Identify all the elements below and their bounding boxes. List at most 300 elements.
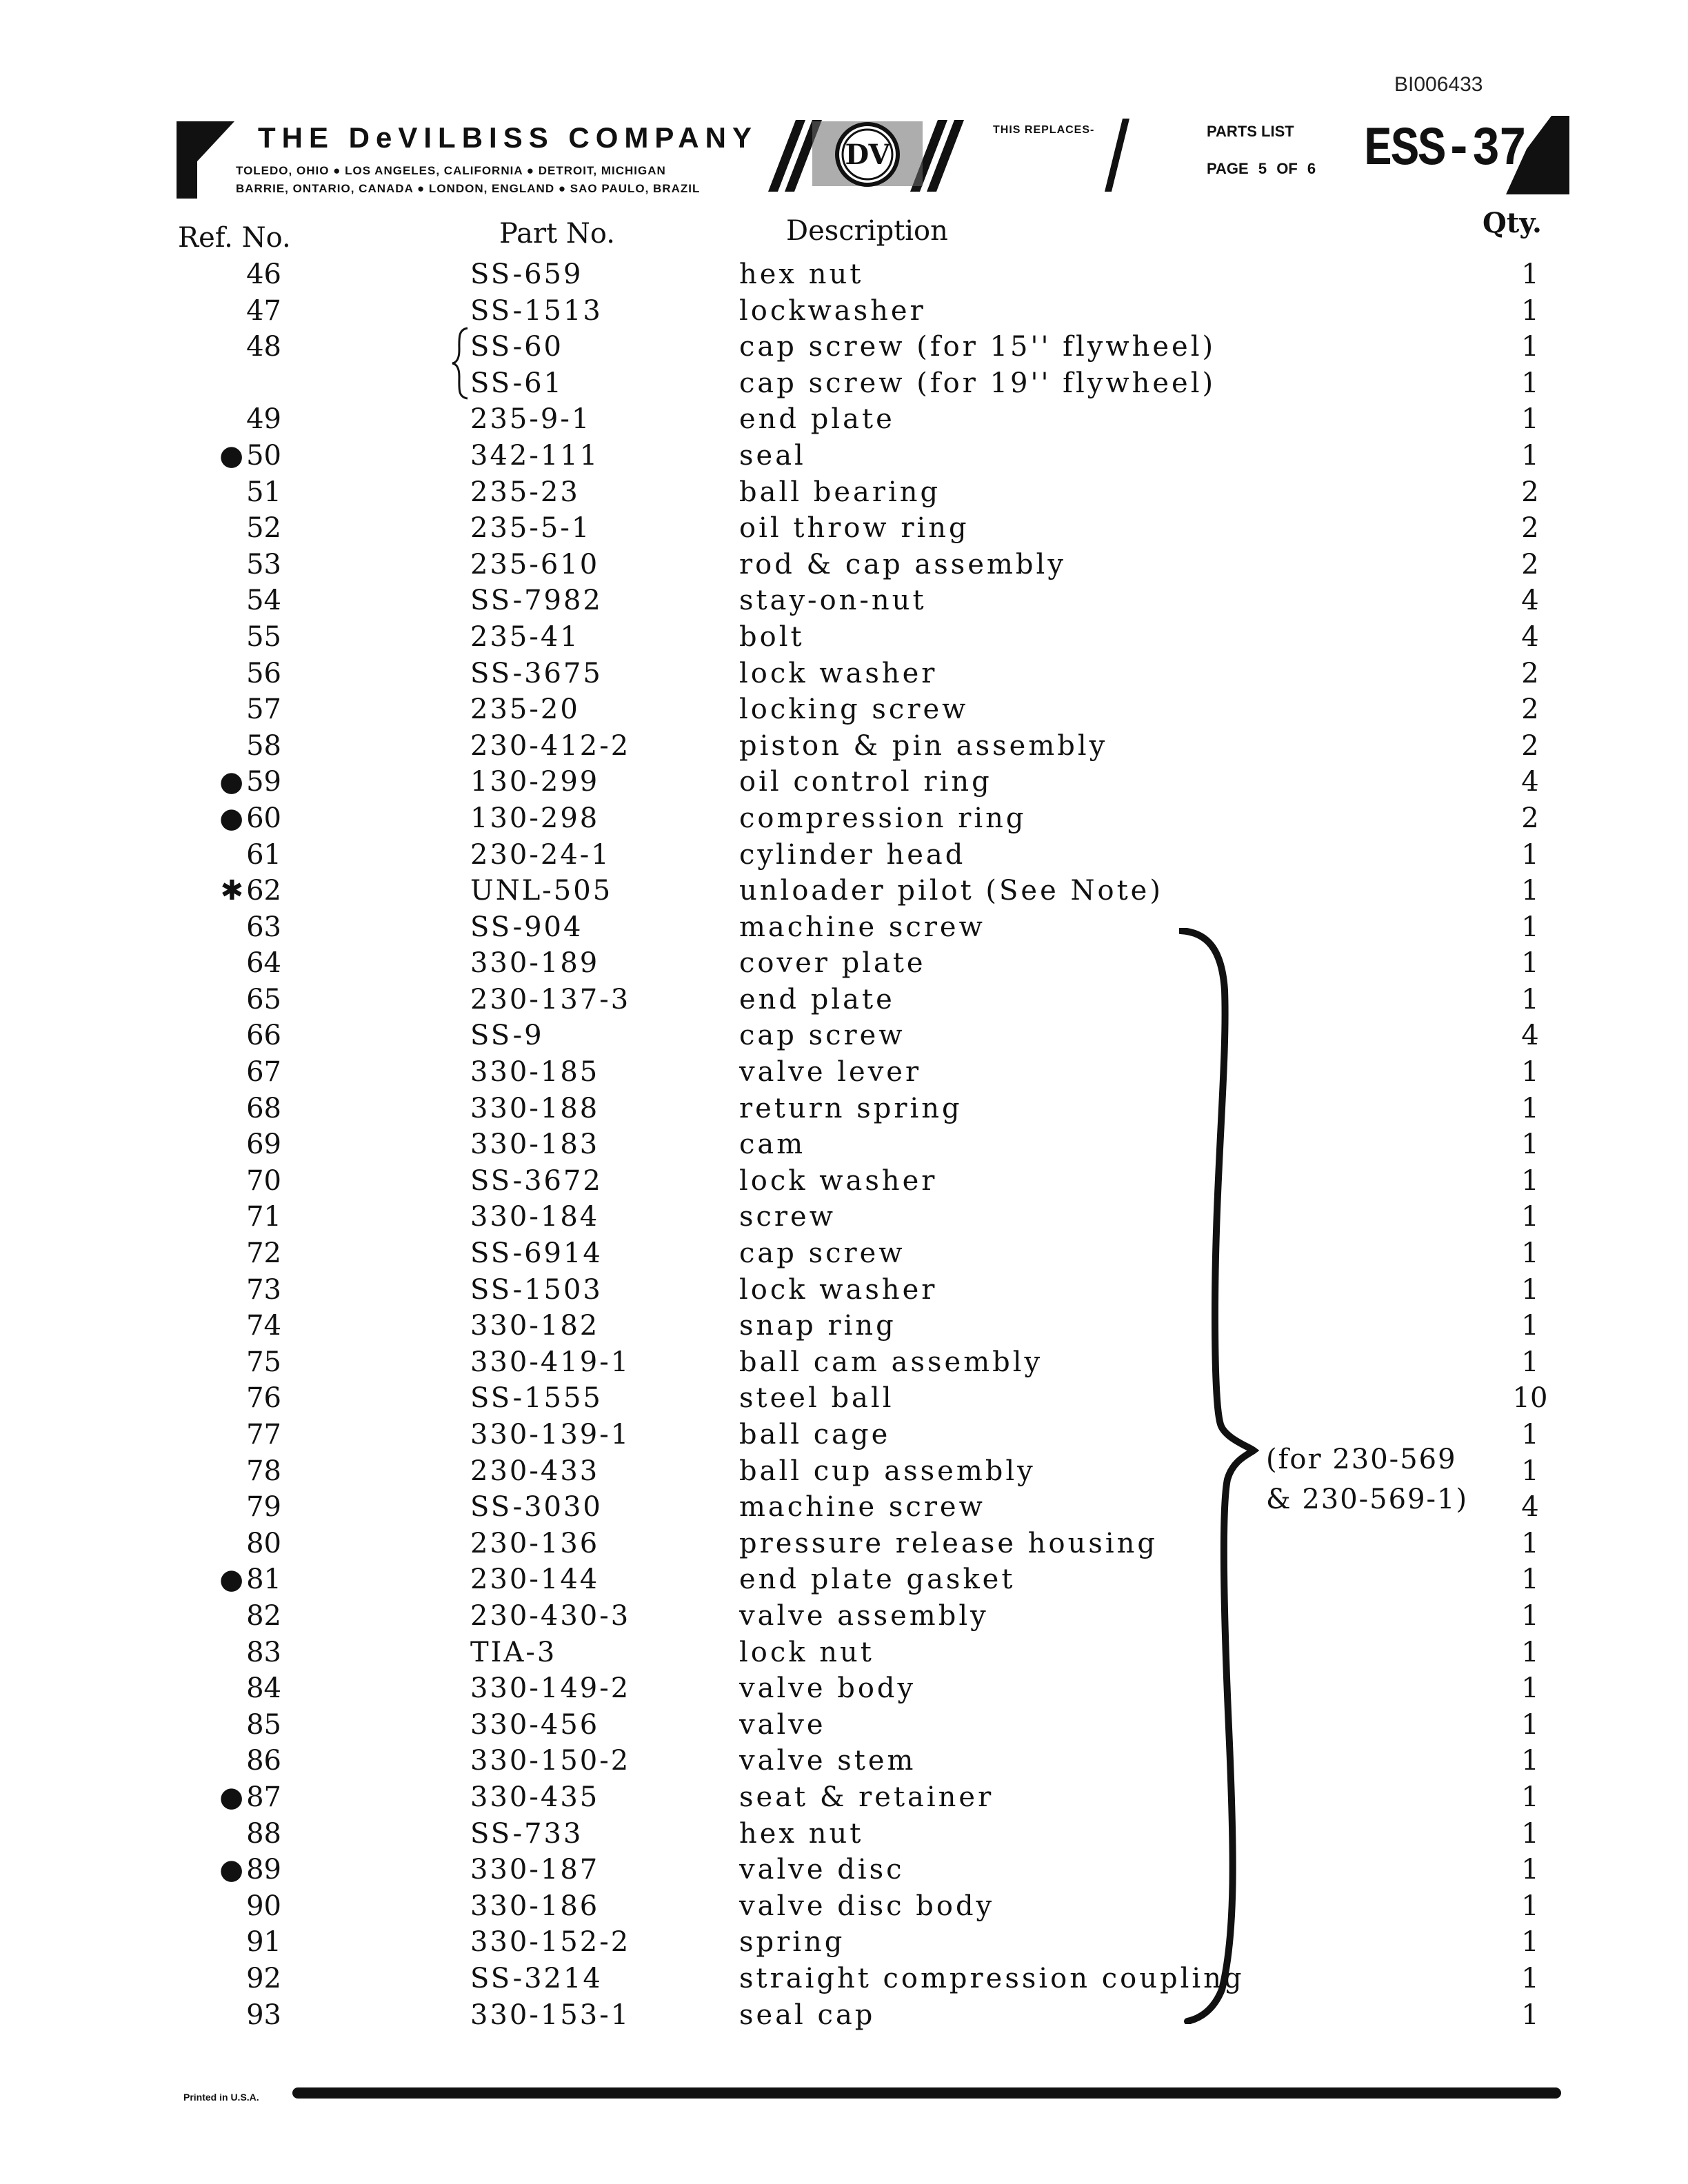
quantity: 4 bbox=[1521, 1020, 1539, 1052]
quantity: 1 bbox=[1521, 1056, 1539, 1089]
table-row bbox=[0, 802, 1688, 839]
ref-number bbox=[194, 1201, 281, 1233]
table-row bbox=[0, 1346, 1688, 1383]
quantity: 4 bbox=[1521, 1491, 1539, 1524]
part-number: UNL-505 bbox=[470, 875, 613, 907]
description: oil throw ring bbox=[739, 512, 969, 545]
description: end plate gasket bbox=[739, 1564, 1016, 1596]
quantity: 1 bbox=[1521, 1999, 1539, 2031]
ref-number bbox=[194, 259, 281, 290]
table-row bbox=[0, 1637, 1688, 1673]
ref-number bbox=[194, 1020, 281, 1051]
ref-number bbox=[194, 1781, 281, 1813]
ref-value: 93 bbox=[246, 1999, 281, 2031]
ref-value: 76 bbox=[246, 1382, 281, 1415]
page-indicator bbox=[1207, 160, 1321, 178]
table-row bbox=[0, 1818, 1688, 1854]
part-number: 330-185 bbox=[470, 1056, 600, 1089]
ref-value: 68 bbox=[246, 1092, 281, 1124]
part-number: SS-1555 bbox=[470, 1382, 603, 1415]
quantity: 2 bbox=[1521, 729, 1539, 762]
quantity: 1 bbox=[1521, 1672, 1539, 1705]
description: snap ring bbox=[739, 1310, 896, 1342]
quantity: 2 bbox=[1521, 548, 1539, 580]
part-number: 130-299 bbox=[470, 766, 600, 798]
ref-value: 72 bbox=[246, 1237, 281, 1270]
table-row bbox=[0, 331, 1688, 367]
ref-number bbox=[194, 621, 281, 653]
ref-value: 62 bbox=[246, 875, 281, 907]
description: return spring bbox=[739, 1092, 963, 1124]
ref-value: 75 bbox=[246, 1346, 281, 1378]
ref-number bbox=[194, 1926, 281, 1958]
table-row bbox=[0, 1056, 1688, 1093]
table-row bbox=[0, 440, 1688, 476]
quantity: 1 bbox=[1521, 1781, 1539, 1813]
ref-value: 48 bbox=[246, 331, 281, 363]
description: end plate bbox=[739, 983, 895, 1015]
table-row bbox=[0, 1310, 1688, 1346]
ref-mark: ● bbox=[219, 1564, 244, 1596]
ref-number bbox=[194, 730, 281, 762]
ref-number bbox=[194, 1745, 281, 1777]
description: ball cup assembly bbox=[739, 1455, 1036, 1487]
table-row bbox=[0, 1745, 1688, 1781]
part-number: SS-904 bbox=[470, 911, 583, 943]
table-row bbox=[0, 403, 1688, 440]
table-row bbox=[0, 1890, 1688, 1927]
devilbiss-emblem-icon bbox=[764, 116, 971, 192]
ref-value: 58 bbox=[246, 729, 281, 762]
part-number: 235-23 bbox=[470, 476, 580, 508]
part-number: 230-144 bbox=[470, 1564, 600, 1596]
quantity: 1 bbox=[1521, 403, 1539, 436]
description: valve disc bbox=[739, 1854, 905, 1886]
ref-number bbox=[194, 1237, 281, 1269]
ref-value: 69 bbox=[246, 1129, 281, 1161]
page-total: 6 bbox=[1307, 160, 1316, 177]
part-number: SS-3675 bbox=[470, 657, 603, 689]
column-header-ref: Ref. No. bbox=[178, 222, 291, 254]
ref-number bbox=[194, 512, 281, 544]
ref-value: 54 bbox=[246, 585, 281, 617]
quantity: 1 bbox=[1521, 1636, 1539, 1668]
part-number: SS-60 bbox=[470, 331, 563, 363]
description: spring bbox=[739, 1926, 845, 1959]
description: cam bbox=[739, 1129, 806, 1161]
description: ball bearing bbox=[739, 476, 941, 508]
table-row bbox=[0, 875, 1688, 911]
quantity: 1 bbox=[1521, 1854, 1539, 1886]
quantity: 2 bbox=[1521, 512, 1539, 545]
part-number: SS-3672 bbox=[470, 1164, 603, 1197]
ref-number bbox=[194, 295, 281, 327]
ref-number bbox=[194, 875, 281, 907]
part-number: 330-152-2 bbox=[470, 1926, 631, 1959]
ref-number bbox=[194, 585, 281, 616]
part-number: SS-3214 bbox=[470, 1962, 603, 1994]
ref-value: 84 bbox=[246, 1672, 281, 1705]
description: seal bbox=[739, 439, 806, 472]
page-label: PAGE bbox=[1207, 160, 1249, 177]
description: seat & retainer bbox=[739, 1781, 994, 1813]
description: machine screw bbox=[739, 911, 985, 943]
table-row bbox=[0, 839, 1688, 876]
ref-value: 71 bbox=[246, 1201, 281, 1233]
quantity: 1 bbox=[1521, 1527, 1539, 1559]
description: lock washer bbox=[739, 1164, 938, 1197]
quantity: 4 bbox=[1521, 620, 1539, 653]
column-header-part: Part No. bbox=[499, 218, 615, 250]
quantity: 1 bbox=[1521, 1129, 1539, 1161]
description: lock nut bbox=[739, 1636, 874, 1668]
page-number: 5 bbox=[1258, 160, 1267, 177]
table-row bbox=[0, 1963, 1688, 1999]
quantity: 1 bbox=[1521, 331, 1539, 363]
ref-number bbox=[194, 1818, 281, 1850]
ref-number bbox=[194, 911, 281, 943]
ref-value: 65 bbox=[246, 983, 281, 1015]
part-number: SS-1503 bbox=[470, 1273, 603, 1306]
quantity: 10 bbox=[1512, 1382, 1548, 1415]
ref-number bbox=[194, 1528, 281, 1559]
ref-number bbox=[194, 1672, 281, 1704]
part-number: SS-61 bbox=[470, 367, 563, 399]
table-row bbox=[0, 1564, 1688, 1600]
table-row bbox=[0, 1926, 1688, 1963]
ref-value: 88 bbox=[246, 1817, 281, 1850]
ref-number bbox=[194, 331, 281, 363]
part-number: 342-111 bbox=[470, 439, 600, 472]
description: valve bbox=[739, 1708, 826, 1741]
ref-value: 47 bbox=[246, 294, 281, 327]
ref-number bbox=[194, 403, 281, 435]
column-header-qty: Qty. bbox=[1483, 207, 1542, 239]
quantity: 1 bbox=[1521, 1273, 1539, 1306]
ref-value: 60 bbox=[246, 802, 281, 834]
quantity: 1 bbox=[1521, 1599, 1539, 1632]
description: lockwasher bbox=[739, 294, 926, 327]
part-number: 330-139-1 bbox=[470, 1419, 631, 1450]
description: cylinder head bbox=[739, 838, 966, 871]
ref-mark: ● bbox=[219, 1854, 244, 1886]
ref-number bbox=[194, 1637, 281, 1668]
description: valve disc body bbox=[739, 1890, 995, 1922]
quantity: 4 bbox=[1521, 585, 1539, 617]
page-of: OF bbox=[1276, 160, 1298, 177]
description: hex nut bbox=[739, 259, 864, 290]
ref-value: 85 bbox=[246, 1708, 281, 1741]
table-row bbox=[0, 1382, 1688, 1419]
part-number: 230-430-3 bbox=[470, 1599, 631, 1632]
ref-value: 52 bbox=[246, 512, 281, 545]
printed-in-usa: Printed in U.S.A. bbox=[183, 2092, 259, 2103]
ref-value: 66 bbox=[246, 1020, 281, 1052]
description: valve assembly bbox=[739, 1599, 989, 1632]
part-number: SS-7982 bbox=[470, 585, 603, 617]
ref-value: 87 bbox=[246, 1781, 281, 1813]
part-number: 235-9-1 bbox=[470, 403, 592, 436]
part-number: SS-733 bbox=[470, 1817, 583, 1850]
quantity: 2 bbox=[1521, 657, 1539, 689]
quantity: 2 bbox=[1521, 476, 1539, 508]
description: lock washer bbox=[739, 657, 938, 689]
part-number: 330-419-1 bbox=[470, 1346, 631, 1378]
part-number: 330-435 bbox=[470, 1781, 600, 1813]
part-number: 230-412-2 bbox=[470, 729, 631, 762]
ref-number bbox=[194, 1600, 281, 1632]
table-row bbox=[0, 585, 1688, 621]
description: bolt bbox=[739, 620, 805, 653]
table-row bbox=[0, 512, 1688, 549]
ref-number bbox=[194, 1963, 281, 1994]
ref-number bbox=[194, 694, 281, 725]
table-row bbox=[0, 259, 1688, 295]
ref-value: 51 bbox=[246, 476, 281, 508]
ref-number bbox=[194, 440, 281, 472]
replaces-label: THIS REPLACES- bbox=[993, 124, 1095, 136]
quantity: 1 bbox=[1521, 1962, 1539, 1994]
ref-number bbox=[194, 1709, 281, 1741]
description: lock washer bbox=[739, 1273, 938, 1306]
part-number: 330-187 bbox=[470, 1854, 600, 1886]
ref-number bbox=[194, 549, 281, 580]
ref-value: 81 bbox=[246, 1564, 281, 1596]
description: pressure release housing bbox=[739, 1527, 1158, 1559]
table-row bbox=[0, 1237, 1688, 1274]
ref-mark: ● bbox=[219, 439, 244, 472]
part-number: 330-188 bbox=[470, 1092, 600, 1124]
table-row bbox=[0, 476, 1688, 513]
ref-number bbox=[194, 947, 281, 979]
small-brace-icon bbox=[450, 325, 470, 401]
description: ball cage bbox=[739, 1419, 891, 1450]
ref-value: 89 bbox=[246, 1854, 281, 1886]
table-row bbox=[0, 1129, 1688, 1165]
ref-number bbox=[194, 1999, 281, 2031]
quantity: 2 bbox=[1521, 802, 1539, 834]
quantity: 1 bbox=[1521, 1201, 1539, 1233]
document-id: BI006433 bbox=[1394, 73, 1483, 96]
ref-value: 92 bbox=[246, 1962, 281, 1994]
ref-value: 74 bbox=[246, 1310, 281, 1342]
company-mark-icon bbox=[177, 121, 234, 199]
description: ball cam assembly bbox=[739, 1346, 1043, 1378]
table-row bbox=[0, 367, 1688, 404]
form-code: ESS-37 bbox=[1364, 119, 1526, 181]
quantity: 1 bbox=[1521, 1237, 1539, 1270]
ref-value: 70 bbox=[246, 1164, 281, 1197]
part-number: 330-150-2 bbox=[470, 1745, 631, 1777]
ref-number bbox=[194, 1346, 281, 1378]
ref-value: 64 bbox=[246, 947, 281, 980]
part-number: 330-184 bbox=[470, 1201, 600, 1233]
ref-number bbox=[194, 1491, 281, 1523]
quantity: 1 bbox=[1521, 1926, 1539, 1959]
table-row bbox=[0, 1672, 1688, 1709]
quantity: 1 bbox=[1521, 1745, 1539, 1777]
description: compression ring bbox=[739, 802, 1027, 834]
group-note-line-2: & 230-569-1) bbox=[1266, 1484, 1469, 1515]
table-row bbox=[0, 658, 1688, 694]
part-number: 235-610 bbox=[470, 548, 600, 580]
description: unloader pilot (See Note) bbox=[739, 875, 1163, 907]
table-row bbox=[0, 1020, 1688, 1056]
description: straight compression coupling bbox=[739, 1962, 1245, 1994]
part-number: 230-433 bbox=[470, 1455, 600, 1487]
ref-number bbox=[194, 1564, 281, 1595]
part-number: 230-137-3 bbox=[470, 983, 631, 1015]
ref-number bbox=[194, 1129, 281, 1160]
column-header-description: Description bbox=[786, 215, 948, 247]
company-name: THE DeVILBISS COMPANY bbox=[258, 121, 758, 154]
description: cover plate bbox=[739, 947, 926, 980]
quantity: 1 bbox=[1521, 439, 1539, 472]
ref-value: 63 bbox=[246, 911, 281, 943]
table-row bbox=[0, 295, 1688, 332]
quantity: 1 bbox=[1521, 1164, 1539, 1197]
ref-number bbox=[194, 1310, 281, 1342]
ref-value: 53 bbox=[246, 548, 281, 580]
part-number: SS-1513 bbox=[470, 294, 603, 327]
quantity: 1 bbox=[1521, 1564, 1539, 1596]
ref-value: 59 bbox=[246, 766, 281, 798]
quantity: 1 bbox=[1521, 983, 1539, 1015]
quantity: 1 bbox=[1521, 1890, 1539, 1922]
description: end plate bbox=[739, 403, 895, 436]
table-row bbox=[0, 1600, 1688, 1637]
emblem-monogram: DV bbox=[845, 139, 890, 171]
part-number: 235-41 bbox=[470, 620, 580, 653]
ref-value: 56 bbox=[246, 657, 281, 689]
table-row bbox=[0, 694, 1688, 730]
quantity: 1 bbox=[1521, 1708, 1539, 1741]
quantity: 1 bbox=[1521, 947, 1539, 980]
quantity: 1 bbox=[1521, 1817, 1539, 1850]
ref-number bbox=[194, 658, 281, 689]
ref-value: 50 bbox=[246, 439, 281, 472]
ref-mark: ● bbox=[219, 802, 244, 834]
part-number: 130-298 bbox=[470, 802, 600, 834]
part-number: 330-183 bbox=[470, 1129, 600, 1161]
company-locations-line-2: BARRIE, ONTARIO, CANADA ● LONDON, ENGLAND ● SAO PAULO, BRAZIL bbox=[236, 182, 701, 195]
table-row bbox=[0, 1781, 1688, 1818]
ref-value: 67 bbox=[246, 1056, 281, 1089]
ref-value: 82 bbox=[246, 1599, 281, 1632]
ref-number bbox=[194, 1455, 281, 1487]
table-row bbox=[0, 911, 1688, 948]
part-number: 330-149-2 bbox=[470, 1672, 631, 1705]
parts-list-label: PARTS LIST bbox=[1207, 123, 1294, 140]
ref-mark: ✱ bbox=[220, 875, 244, 907]
part-number: 230-24-1 bbox=[470, 838, 611, 871]
part-number: SS-659 bbox=[470, 259, 583, 290]
ref-value: 77 bbox=[246, 1419, 281, 1450]
company-locations-line-1: TOLEDO, OHIO ● LOS ANGELES, CALIFORNIA ● DETROIT, MICHIGAN bbox=[236, 164, 666, 177]
table-row bbox=[0, 947, 1688, 984]
table-row bbox=[0, 1854, 1688, 1890]
part-number: 330-456 bbox=[470, 1708, 600, 1741]
ref-value: 78 bbox=[246, 1455, 281, 1487]
table-row bbox=[0, 1528, 1688, 1564]
quantity: 2 bbox=[1521, 694, 1539, 726]
slash-mark-icon bbox=[1103, 117, 1131, 192]
table-row bbox=[0, 730, 1688, 767]
ref-value: 57 bbox=[246, 694, 281, 726]
description: screw bbox=[739, 1201, 836, 1233]
description: valve stem bbox=[739, 1745, 916, 1777]
quantity: 1 bbox=[1521, 1310, 1539, 1342]
ref-number bbox=[194, 1382, 281, 1414]
ref-number bbox=[194, 367, 281, 399]
group-note bbox=[1266, 1439, 1468, 1519]
ref-number bbox=[194, 1056, 281, 1088]
part-number: TIA-3 bbox=[470, 1636, 557, 1668]
ref-value: 55 bbox=[246, 620, 281, 653]
table-row bbox=[0, 1165, 1688, 1202]
table-row bbox=[0, 1999, 1688, 2036]
ref-number bbox=[194, 839, 281, 871]
ref-number bbox=[194, 1165, 281, 1197]
ref-number bbox=[194, 766, 281, 798]
table-row bbox=[0, 1201, 1688, 1237]
ref-number bbox=[194, 802, 281, 834]
description: valve lever bbox=[739, 1056, 922, 1089]
table-row bbox=[0, 984, 1688, 1020]
quantity: 1 bbox=[1521, 838, 1539, 871]
ref-value: 61 bbox=[246, 838, 281, 871]
part-number: 235-20 bbox=[470, 694, 580, 726]
ref-value: 46 bbox=[246, 259, 281, 290]
group-brace-icon bbox=[1179, 928, 1269, 2024]
ref-number bbox=[194, 1890, 281, 1922]
table-row bbox=[0, 549, 1688, 585]
ref-value: 86 bbox=[246, 1745, 281, 1777]
description: rod & cap assembly bbox=[739, 548, 1066, 580]
description: oil control ring bbox=[739, 766, 992, 798]
quantity: 1 bbox=[1521, 367, 1539, 399]
description: steel ball bbox=[739, 1382, 894, 1415]
part-number: 330-189 bbox=[470, 947, 600, 980]
part-number: 330-153-1 bbox=[470, 1999, 631, 2031]
description: stay-on-nut bbox=[739, 585, 927, 617]
ref-value: 79 bbox=[246, 1491, 281, 1524]
ref-value: 49 bbox=[246, 403, 281, 436]
description: cap screw (for 19'' flywheel) bbox=[739, 367, 1216, 399]
description: locking screw bbox=[739, 694, 969, 726]
quantity: 1 bbox=[1521, 911, 1539, 943]
part-number: 235-5-1 bbox=[470, 512, 592, 545]
ref-value: 91 bbox=[246, 1926, 281, 1959]
quantity: 1 bbox=[1521, 1092, 1539, 1124]
table-row bbox=[0, 1709, 1688, 1746]
description: seal cap bbox=[739, 1999, 876, 2031]
part-number: 330-182 bbox=[470, 1310, 600, 1342]
part-number: 230-136 bbox=[470, 1527, 600, 1559]
ref-value: 90 bbox=[246, 1890, 281, 1922]
part-number: 330-186 bbox=[470, 1890, 600, 1922]
ref-value: 73 bbox=[246, 1273, 281, 1306]
ref-value: 83 bbox=[246, 1636, 281, 1668]
description: cap screw bbox=[739, 1020, 905, 1052]
description: cap screw bbox=[739, 1237, 905, 1270]
ref-number bbox=[194, 1093, 281, 1124]
part-number: SS-9 bbox=[470, 1020, 544, 1052]
group-note-line-1: (for 230-569 bbox=[1266, 1444, 1457, 1475]
footer-rule bbox=[292, 2087, 1561, 2099]
table-row bbox=[0, 1093, 1688, 1129]
table-row bbox=[0, 621, 1688, 658]
